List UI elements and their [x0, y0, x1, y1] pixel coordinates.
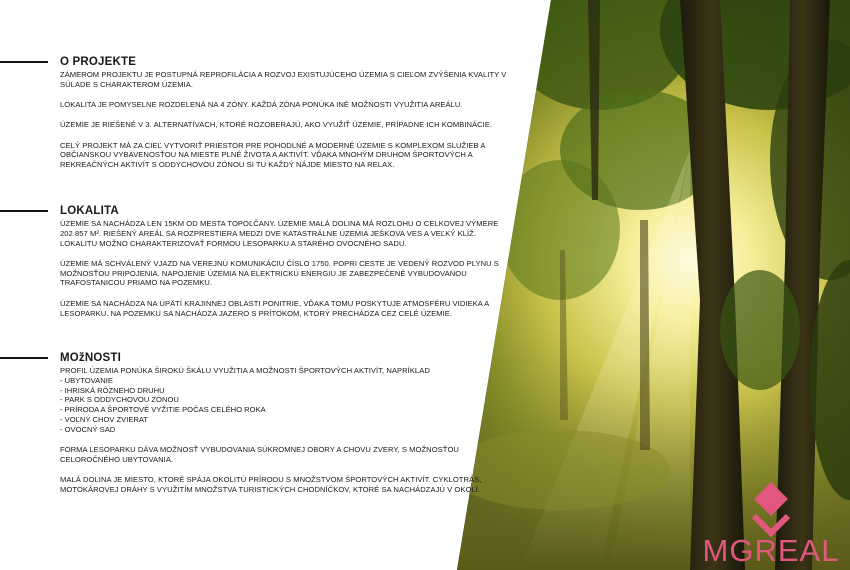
paragraph: ÚZEMIE MÁ SCHVÁLENÝ VJAZD NA VEREJNÚ KOMUNIKÁCIU ČÍSLO 1750. POPRI CESTE JE VEDENÝ ROZVOD PLYNU S MOŽNOSŤOU PRIPOJENIA. NAPOJENIE ÚZEMIA NA ELEKTRICKÚ ENERGIU JE ZABEZPEČENÉ VYBUDOVANOU TRAFOSTANICOU PRIAMO NA POZEMKU. [60, 258, 499, 288]
logo-mark-icon [696, 478, 846, 538]
paragraph: FORMA LESOPARKU DÁVA MOŽNOSŤ VYBUDOVANIA SÚKROMNEJ OBORY A CHOVU ZVERY, S MOŽNOSŤOU CELOROČNÉHO UBYTOVANIA. [60, 445, 459, 464]
section-lokalita [60, 205, 510, 329]
mgreal-logo [696, 478, 846, 570]
list-item: - PRÍRODA A ŠPORTOVÉ VYŽITIE POČAS CELÉHO ROKA [60, 405, 510, 415]
list-item: - PARK S ODDYCHOVOU ZÓNOU [60, 395, 510, 405]
list-item: - UBYTOVANIE [60, 376, 510, 386]
section-rule [0, 61, 48, 63]
options-list [60, 376, 510, 435]
section-o-projekte [60, 56, 510, 181]
section-heading: LOKALITA [60, 205, 119, 217]
paragraph: MALÁ DOLINA JE MIESTO, KTORÉ SPÁJA OKOLITÚ PRÍRODU S MNOŽSTVOM ŠPORTOVÝCH AKTIVÍT. CYKLOTRÁS, MOTOKÁROVEJ DRÁHY S VYUŽITÍM MNOŽSTVA TURISTICKÝCH CHODNÍČKOV, KTORÉ SA NACHÁDZAJÚ V OKOLÍ. [60, 475, 482, 494]
section-heading: MOžNOSTI [60, 352, 122, 364]
logo-text: MGREAL [702, 533, 840, 568]
list-item: - IHRISKÁ RÔZNEHO DRUHU [60, 386, 510, 396]
section-rule [0, 210, 48, 212]
paragraph: ÚZEMIE SA NACHÁDZA LEN 15KM OD MESTA TOPOĽČANY. ÚZEMIE MALÁ DOLINA MÁ ROZLOHU O CELKOVEJ VÝMERE 202 857 M². RIEŠENÝ AREÁL SA ROZPRESTIERA MEDZI DVE KATASTRÁLNE ÚZEMIA JEŠKOVA VES A VEĽKÝ KLÍŽ. LOKALITU MOŽNO CHARAKTERIZOVAŤ FORMOU LESOPARKU A STARÉHO OVOCNÉHO SADU. [60, 219, 499, 248]
paragraph: ÚZEMIE SA NACHÁDZA NA ÚPÄTÍ KRAJINNEJ OBLASTI PONITRIE, VĎAKA TOMU POSKYTUJE ATMOSFÉRU VIDIEKA A LESOPARKU. NA POZEMKU SA NACHÁDZA JAZERO S PRÍTOKOM, KTORÝ PRECHÁDZA CEZ CELÉ ÚZEMIE. [60, 298, 489, 318]
list-item: - VOĽNÝ CHOV ZVIERAT [60, 415, 510, 425]
paragraph: LOKALITA JE POMYSELNE ROZDELENÁ NA 4 ZÓNY. KAŽDÁ ZÓNA PONÚKA INÉ MOŽNOSTI VYUŽITIA AREÁLU. [60, 100, 463, 110]
list-item: - OVOCNÝ SAD [60, 425, 510, 435]
paragraph: ÚZEMIE JE RIEŠENÉ V 3. ALTERNATÍVACH, KTORÉ ROZOBERAJÚ, AKO VYUŽIŤ ÚZEMIE, PRÍPADNE ICH KOMBINÁCIE. [60, 120, 493, 130]
paragraph: CELÝ PROJEKT MÁ ZA CIEĽ VYTVORIŤ PRIESTOR PRE POHODLNÉ A MODERNÉ ÚZEMIE S KOMPLEXOM SLUŽIEB A OBČIANSKOU VYBAVENOSŤOU NA MIESTE PLNÉ ŽIVOTA A AKTIVÍT. VĎAKA MNOHÝM DRUHOM ŠPORTOVÝCH A REKREAČNÝCH AKTIVÍT S ODDYCHOVOU ZÓNOU SI TU KAŽDÝ NÁJDE MIESTO NA RELAX. [60, 140, 486, 170]
paragraph: ZÁMEROM PROJEKTU JE POSTUPNÁ REPROFILÁCIA A ROZVOJ EXISTUJÚCEHO ÚZEMIA S CIEĽOM ZVÝŠENIA KVALITY V SÚLADE S CHARAKTEROM ÚZEMIA. [60, 70, 507, 89]
section-rule [0, 357, 48, 359]
section-moznosti [60, 352, 510, 505]
list-intro: PROFIL ÚZEMIA PONÚKA ŠIROKÚ ŠKÁLU VYUŽITIA A MOŽNOSTI ŠPORTOVÝCH AKTIVÍT, NAPRÍKLAD [60, 366, 430, 375]
section-heading: O PROJEKTE [60, 56, 137, 68]
